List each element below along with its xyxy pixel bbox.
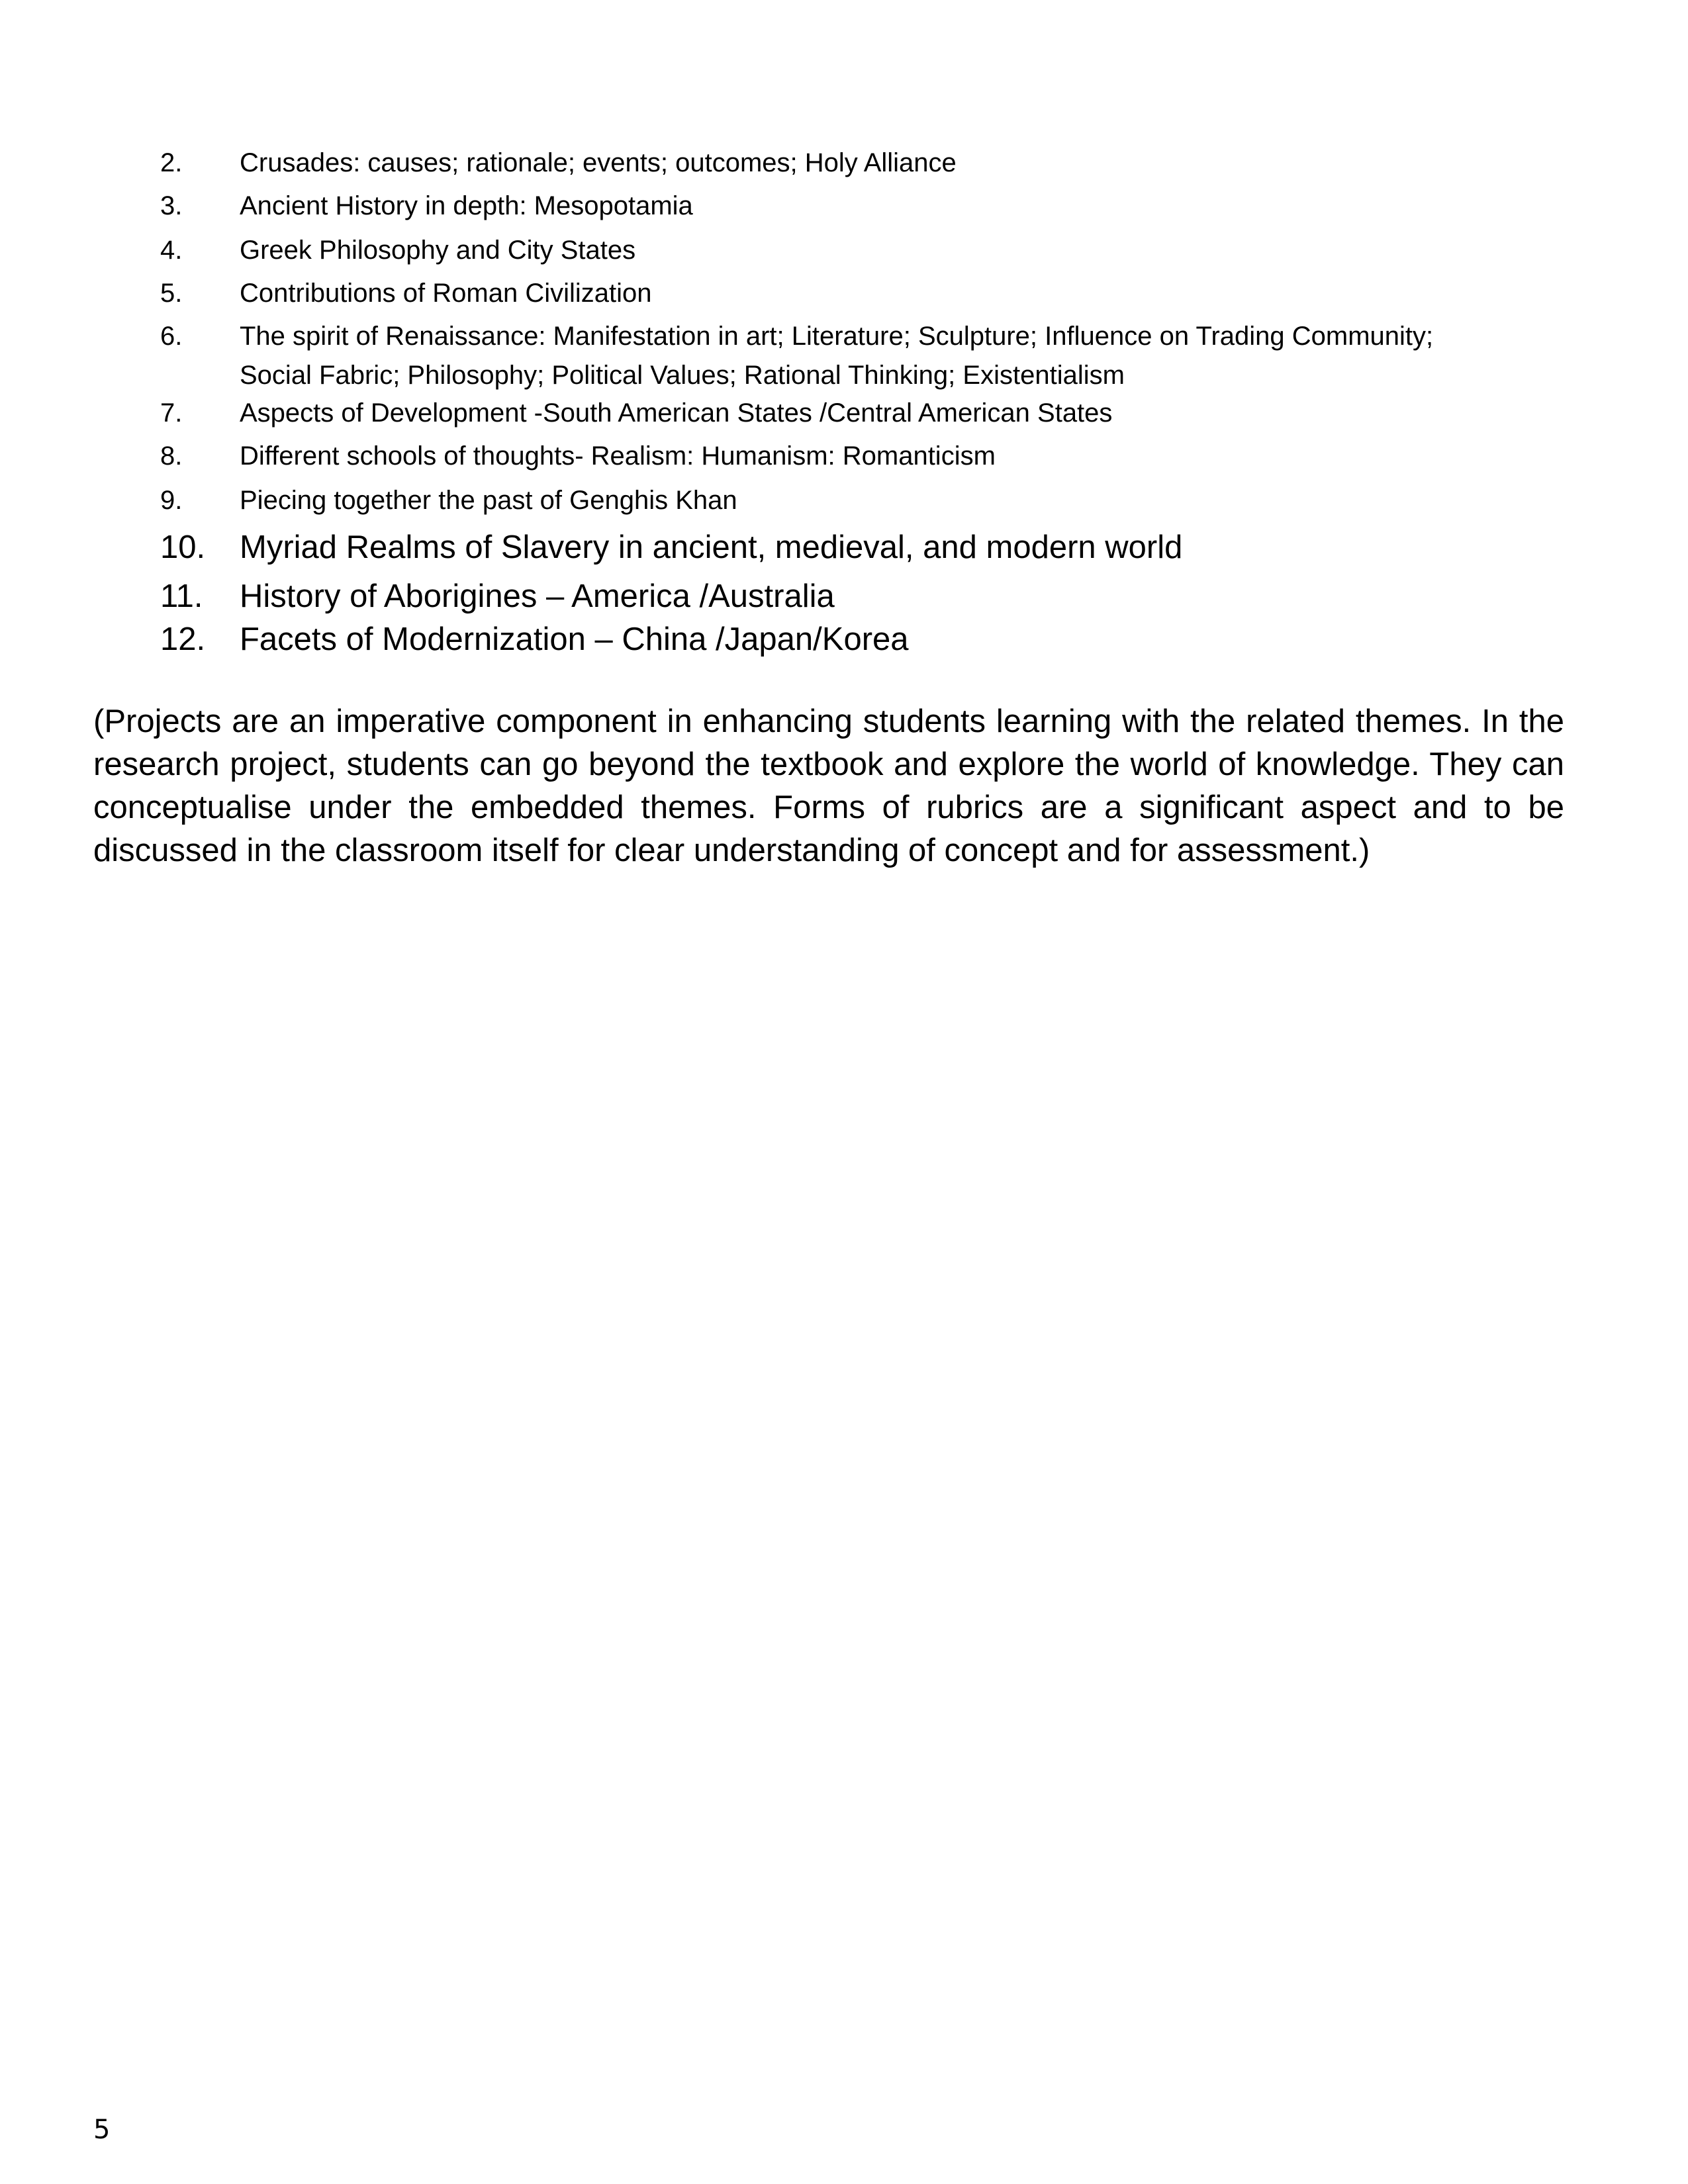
item-number: 7. [160, 398, 183, 428]
item-number: 11. [160, 578, 203, 614]
item-number: 4. [160, 236, 183, 265]
item-text: Contributions of Roman Civilization [240, 279, 652, 308]
item-number: 5. [160, 279, 183, 308]
item-text: Piecing together the past of Genghis Khan [240, 486, 737, 515]
item-text: Myriad Realms of Slavery in ancient, medieval, and modern world [240, 529, 1183, 565]
item-text: Ancient History in depth: Mesopotamia [240, 191, 693, 220]
item-text: Greek Philosophy and City States [240, 236, 636, 265]
item-text: Facets of Modernization – China /Japan/Korea [240, 621, 909, 657]
item-text: History of Aborigines – America /Australia [240, 578, 835, 614]
item-text: Different schools of thoughts- Realism: Humanism: Romanticism [240, 441, 996, 471]
page-number: 5 [93, 2115, 111, 2145]
item-number: 10. [160, 529, 206, 565]
item-text-continued: Social Fabric; Philosophy; Political Values; Rational Thinking; Existentialism [240, 361, 1125, 390]
item-number: 3. [160, 191, 183, 220]
item-number: 8. [160, 441, 183, 471]
item-text: The spirit of Renaissance: Manifestation in art; Literature; Sculpture; Influence on Trading Community; [240, 322, 1434, 351]
item-number: 6. [160, 322, 183, 351]
item-number: 12. [160, 621, 206, 657]
item-number: 2. [160, 148, 183, 177]
projects-note: (Projects are an imperative component in enhancing students learning with the related themes. In the research project, students can go beyond the textbook and explore the world of knowledge. They can conceptualise under the embedded themes. Forms of rubrics are a significant aspect and to be discussed in the classroom itself for clear understanding of concept and for assessment.) [93, 704, 1564, 868]
item-text: Aspects of Development -South American States /Central American States [240, 398, 1113, 428]
item-number: 9. [160, 486, 183, 515]
item-text: Crusades: causes; rationale; events; outcomes; Holy Alliance [240, 148, 957, 177]
